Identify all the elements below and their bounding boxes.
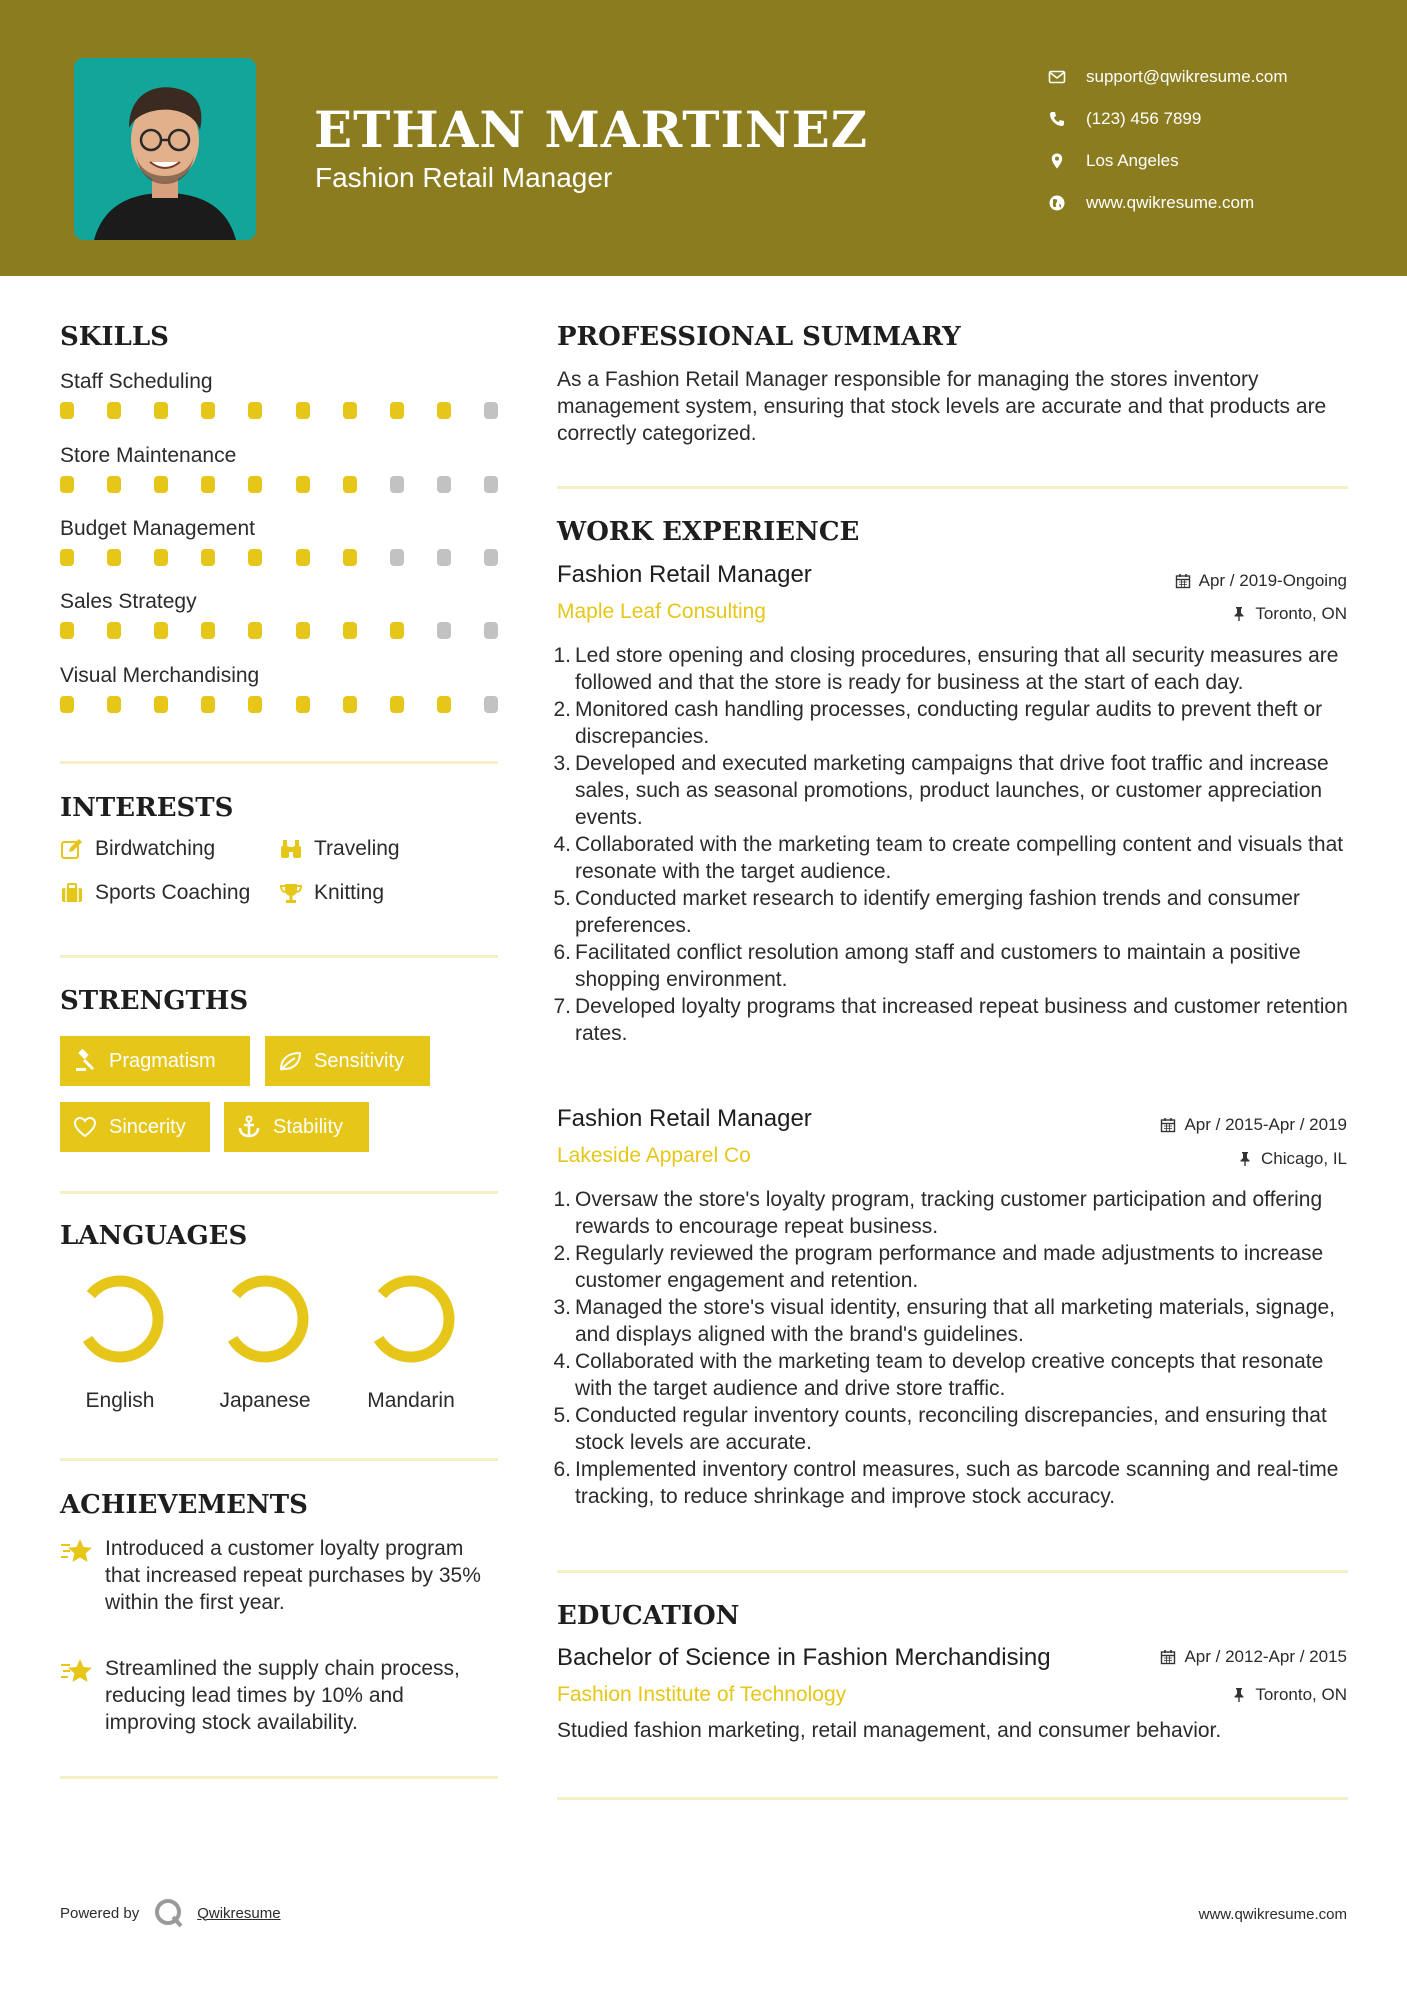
contact-list — [1048, 56, 1388, 224]
bullet-number: 7. — [553, 995, 571, 1018]
divider — [557, 486, 1348, 489]
rating-dot-filled — [296, 696, 310, 713]
binoculars-icon — [279, 837, 303, 861]
heart-icon — [73, 1115, 97, 1139]
rating-dot-filled — [107, 696, 121, 713]
skill-item — [60, 588, 500, 639]
job-bullet — [553, 993, 1357, 1047]
edit-icon — [60, 837, 84, 861]
rating-dot-filled — [248, 402, 262, 419]
bullet-text: Facilitated conflict resolution among staff and customers to maintain a positive shopping environment. — [575, 941, 1301, 991]
rating-dot-empty — [390, 476, 404, 493]
skills-heading: SKILLS — [60, 322, 169, 352]
leaf-icon — [278, 1049, 302, 1073]
email-icon — [1048, 68, 1066, 86]
skill-rating — [60, 476, 498, 493]
achievement-item — [60, 1535, 500, 1616]
bullet-number: 2. — [553, 698, 571, 721]
strength-badge — [224, 1102, 369, 1152]
job-bullet — [553, 831, 1357, 885]
shooting-star-icon — [60, 1657, 94, 1685]
job-bullet — [553, 939, 1357, 993]
language-gauge — [365, 1273, 457, 1365]
bullet-text: Collaborated with the marketing team to create compelling content and visuals that resonate with the target audience. — [575, 833, 1344, 883]
school-name: Fashion Institute of Technology — [557, 1683, 847, 1706]
rating-dot-filled — [60, 696, 74, 713]
job-title: Fashion Retail Manager — [557, 1105, 812, 1132]
strength-badge — [60, 1102, 210, 1152]
skill-rating — [60, 696, 498, 713]
company-name: Maple Leaf Consulting — [557, 600, 766, 623]
experience-heading: WORK EXPERIENCE — [557, 517, 860, 547]
rating-dot-filled — [343, 476, 357, 493]
skill-item — [60, 515, 500, 566]
job-bullet — [553, 1456, 1357, 1510]
contact-phone[interactable] — [1048, 98, 1388, 140]
summary-text: As a Fashion Retail Manager responsible for managing the stores inventory management system, ensuring that stock levels are accurate and that products are correctly categorized. — [557, 368, 1327, 445]
bullet-number: 6. — [553, 1458, 571, 1481]
rating-dot-filled — [390, 622, 404, 639]
skill-item — [60, 368, 500, 419]
rating-dot-filled — [201, 622, 215, 639]
rating-dot-filled — [248, 549, 262, 566]
rating-dot-filled — [60, 622, 74, 639]
interest-label: Sports Coaching — [95, 881, 251, 904]
qwikresume-logo-icon — [153, 1897, 185, 1929]
phone-icon — [1048, 110, 1066, 128]
language-label: Mandarin — [367, 1389, 455, 1412]
rating-dot-filled — [390, 696, 404, 713]
rating-dot-filled — [154, 549, 168, 566]
rating-dot-empty — [484, 476, 498, 493]
job-dates — [1160, 1115, 1347, 1135]
divider — [60, 1776, 498, 1779]
interests-heading: INTERESTS — [60, 793, 234, 823]
skill-rating — [60, 402, 498, 419]
education-location — [1231, 1685, 1347, 1705]
company-name: Lakeside Apparel Co — [557, 1144, 751, 1167]
skill-item — [60, 662, 500, 713]
location-pin-icon — [1048, 152, 1066, 170]
job-location-text: Toronto, ON — [1255, 604, 1347, 623]
rating-dot-filled — [343, 696, 357, 713]
rating-dot-filled — [107, 476, 121, 493]
skill-item — [60, 442, 500, 493]
job-location — [1231, 604, 1347, 624]
rating-dot-filled — [248, 622, 262, 639]
language-gauge-arc — [219, 1273, 311, 1365]
job-dates-text: Apr / 2015-Apr / 2019 — [1184, 1115, 1347, 1134]
divider — [557, 1570, 1348, 1573]
education-description: Studied fashion marketing, retail management, and consumer behavior. — [557, 1719, 1222, 1742]
footer-powered-by — [60, 1897, 281, 1929]
achievements-heading: ACHIEVEMENTS — [60, 1490, 308, 1520]
rating-dot-filled — [107, 622, 121, 639]
achievement-text: Introduced a customer loyalty program that increased repeat purchases by 35% within the first year. — [105, 1537, 481, 1614]
rating-dot-filled — [390, 402, 404, 419]
rating-dot-filled — [248, 696, 262, 713]
education-dates-text: Apr / 2012-Apr / 2015 — [1184, 1647, 1347, 1666]
calendar-icon — [1160, 1649, 1176, 1665]
bullet-number: 1. — [553, 1188, 571, 1211]
rating-dot-filled — [201, 696, 215, 713]
rating-dot-filled — [343, 622, 357, 639]
bullet-text: Led store opening and closing procedures, ensuring that all security measures are followed and that the store is ready for business at the start of each day. — [575, 644, 1339, 694]
bullet-text: Implemented inventory control measures, such as barcode scanning and real-time tracking, to reduce shrinkage and improve stock accuracy. — [575, 1458, 1339, 1508]
bullet-text: Conducted regular inventory counts, reconciling discrepancies, and ensuring that stock levels are accurate. — [575, 1404, 1327, 1454]
degree-title: Bachelor of Science in Fashion Merchandising — [557, 1644, 1051, 1671]
interest-item — [279, 837, 400, 861]
powered-by-text: Powered by — [60, 1904, 140, 1922]
strength-label: Sincerity — [109, 1115, 186, 1138]
globe-icon — [1048, 194, 1066, 212]
rating-dot-filled — [201, 402, 215, 419]
rating-dot-filled — [154, 402, 168, 419]
pushpin-icon — [1231, 606, 1247, 622]
skill-rating — [60, 622, 498, 639]
divider — [60, 1458, 498, 1461]
language-item — [341, 1273, 481, 1413]
interest-label: Birdwatching — [95, 837, 216, 860]
strength-badge — [60, 1036, 250, 1086]
rating-dot-filled — [343, 549, 357, 566]
achievement-item — [60, 1655, 500, 1736]
job-bullet — [553, 750, 1357, 831]
pushpin-icon — [1231, 1687, 1247, 1703]
calendar-icon — [1175, 573, 1191, 589]
job-bullets — [553, 1186, 1357, 1510]
strength-badge — [265, 1036, 430, 1086]
contact-phone-text: (123) 456 7899 — [1086, 109, 1202, 128]
language-item — [195, 1273, 335, 1413]
bullet-number: 3. — [553, 752, 571, 775]
bullet-number: 5. — [553, 887, 571, 910]
bullet-number: 4. — [553, 1350, 571, 1373]
rating-dot-filled — [296, 476, 310, 493]
language-gauge — [219, 1273, 311, 1365]
bullet-text: Developed loyalty programs that increased repeat business and customer retention rates. — [575, 995, 1348, 1045]
divider — [60, 1191, 498, 1194]
job-bullet — [553, 696, 1357, 750]
rating-dot-empty — [484, 696, 498, 713]
rating-dot-filled — [154, 476, 168, 493]
bullet-text: Developed and executed marketing campaigns that drive foot traffic and increase sales, such as seasonal promotions, product launches, or customer appreciation events. — [575, 752, 1329, 829]
rating-dot-filled — [201, 549, 215, 566]
bullet-number: 6. — [553, 941, 571, 964]
rating-dot-filled — [296, 402, 310, 419]
job-bullets — [553, 642, 1357, 1047]
rating-dot-filled — [343, 402, 357, 419]
job-bullet — [553, 1186, 1357, 1240]
divider — [60, 761, 498, 764]
education-heading: EDUCATION — [557, 1601, 740, 1631]
language-gauge-arc — [365, 1273, 457, 1365]
contact-website-text: www.qwikresume.com — [1086, 193, 1255, 212]
contact-email[interactable] — [1048, 56, 1388, 98]
education-dates — [1160, 1647, 1347, 1667]
rating-dot-empty — [390, 549, 404, 566]
rating-dot-filled — [437, 402, 451, 419]
strength-label: Pragmatism — [109, 1049, 216, 1072]
bullet-text: Regularly reviewed the program performance and made adjustments to increase customer engagement and retention. — [575, 1242, 1324, 1292]
rating-dot-filled — [201, 476, 215, 493]
bullet-text: Monitored cash handling processes, conducting regular audits to prevent theft or discrepancies. — [575, 698, 1323, 748]
rating-dot-filled — [60, 549, 74, 566]
rating-dot-empty — [484, 402, 498, 419]
job-title: Fashion Retail Manager — [557, 561, 812, 588]
pushpin-icon — [1237, 1151, 1253, 1167]
job-bullet — [553, 885, 1357, 939]
language-gauge — [74, 1273, 166, 1365]
divider — [60, 955, 498, 958]
bullet-text: Conducted market research to identify emerging fashion trends and consumer preferences. — [575, 887, 1300, 937]
rating-dot-filled — [437, 696, 451, 713]
candidate-name: ETHAN MARTINEZ — [314, 100, 869, 159]
languages-heading: LANGUAGES — [60, 1221, 248, 1251]
interest-label: Knitting — [314, 881, 385, 904]
job-bullet — [553, 1294, 1357, 1348]
rating-dot-empty — [437, 549, 451, 566]
job-bullet — [553, 1240, 1357, 1294]
job-bullet — [553, 1348, 1357, 1402]
strength-label: Stability — [273, 1115, 344, 1138]
rating-dot-empty — [437, 622, 451, 639]
contact-website[interactable] — [1048, 182, 1388, 224]
avatar — [74, 58, 256, 240]
rating-dot-filled — [107, 402, 121, 419]
strength-label: Sensitivity — [314, 1049, 405, 1072]
achievement-text: Streamlined the supply chain process, reducing lead times by 10% and improving stock availability. — [105, 1657, 460, 1734]
interest-item — [60, 837, 215, 861]
job-bullet — [553, 1402, 1357, 1456]
job-location-text: Chicago, IL — [1261, 1149, 1347, 1168]
job-dates-text: Apr / 2019-Ongoing — [1198, 571, 1347, 590]
rating-dot-empty — [437, 476, 451, 493]
skill-label: Budget Management — [60, 517, 255, 540]
skill-label: Store Maintenance — [60, 444, 237, 467]
resume-header — [0, 0, 1407, 276]
contact-email-text: support@qwikresume.com — [1086, 67, 1288, 86]
skill-label: Sales Strategy — [60, 590, 197, 613]
bullet-text: Collaborated with the marketing team to develop creative concepts that resonate with the target audience and drive store traffic. — [575, 1350, 1324, 1400]
rating-dot-filled — [60, 402, 74, 419]
job-bullet — [553, 642, 1357, 696]
rating-dot-filled — [154, 622, 168, 639]
candidate-role: Fashion Retail Manager — [315, 162, 613, 193]
bullet-text: Managed the store's visual identity, ensuring that all marketing materials, signage, and displays aligned with the brand's guidelines. — [575, 1296, 1336, 1346]
skill-label: Staff Scheduling — [60, 370, 213, 393]
interest-item — [60, 881, 250, 905]
contact-location-text: Los Angeles — [1086, 151, 1179, 170]
rating-dot-empty — [484, 549, 498, 566]
interest-label: Traveling — [314, 837, 400, 860]
rating-dot-filled — [60, 476, 74, 493]
interest-item — [279, 881, 384, 905]
contact-location — [1048, 140, 1388, 182]
brand-link[interactable]: Qwikresume — [197, 1904, 281, 1922]
skill-rating — [60, 549, 498, 566]
language-gauge-arc — [74, 1273, 166, 1365]
summary-heading: PROFESSIONAL SUMMARY — [557, 322, 961, 352]
calendar-icon — [1160, 1117, 1176, 1133]
bullet-number: 4. — [553, 833, 571, 856]
education-location-text: Toronto, ON — [1255, 1685, 1347, 1704]
rating-dot-filled — [154, 696, 168, 713]
rating-dot-filled — [296, 622, 310, 639]
rating-dot-empty — [484, 622, 498, 639]
bullet-number: 1. — [553, 644, 571, 667]
rating-dot-filled — [248, 476, 262, 493]
bullet-number: 2. — [553, 1242, 571, 1265]
gavel-icon — [73, 1049, 97, 1073]
bullet-number: 3. — [553, 1296, 571, 1319]
bullet-number: 5. — [553, 1404, 571, 1427]
divider — [557, 1797, 1348, 1800]
trophy-icon — [279, 881, 303, 905]
profile-photo — [74, 58, 256, 240]
shooting-star-icon — [60, 1537, 94, 1565]
rating-dot-filled — [107, 549, 121, 566]
language-label: Japanese — [219, 1389, 311, 1412]
skill-label: Visual Merchandising — [60, 664, 260, 687]
briefcase-icon — [60, 881, 84, 905]
rating-dot-filled — [296, 549, 310, 566]
job-location — [1237, 1149, 1347, 1169]
footer-website[interactable]: www.qwikresume.com — [1198, 1906, 1347, 1923]
strengths-heading: STRENGTHS — [60, 986, 249, 1016]
language-label: English — [85, 1389, 155, 1412]
bullet-text: Oversaw the store's loyalty program, tracking customer participation and offering rewards to encourage repeat business. — [575, 1188, 1323, 1238]
job-dates — [1175, 571, 1347, 591]
language-item — [50, 1273, 190, 1413]
anchor-icon — [237, 1115, 261, 1139]
